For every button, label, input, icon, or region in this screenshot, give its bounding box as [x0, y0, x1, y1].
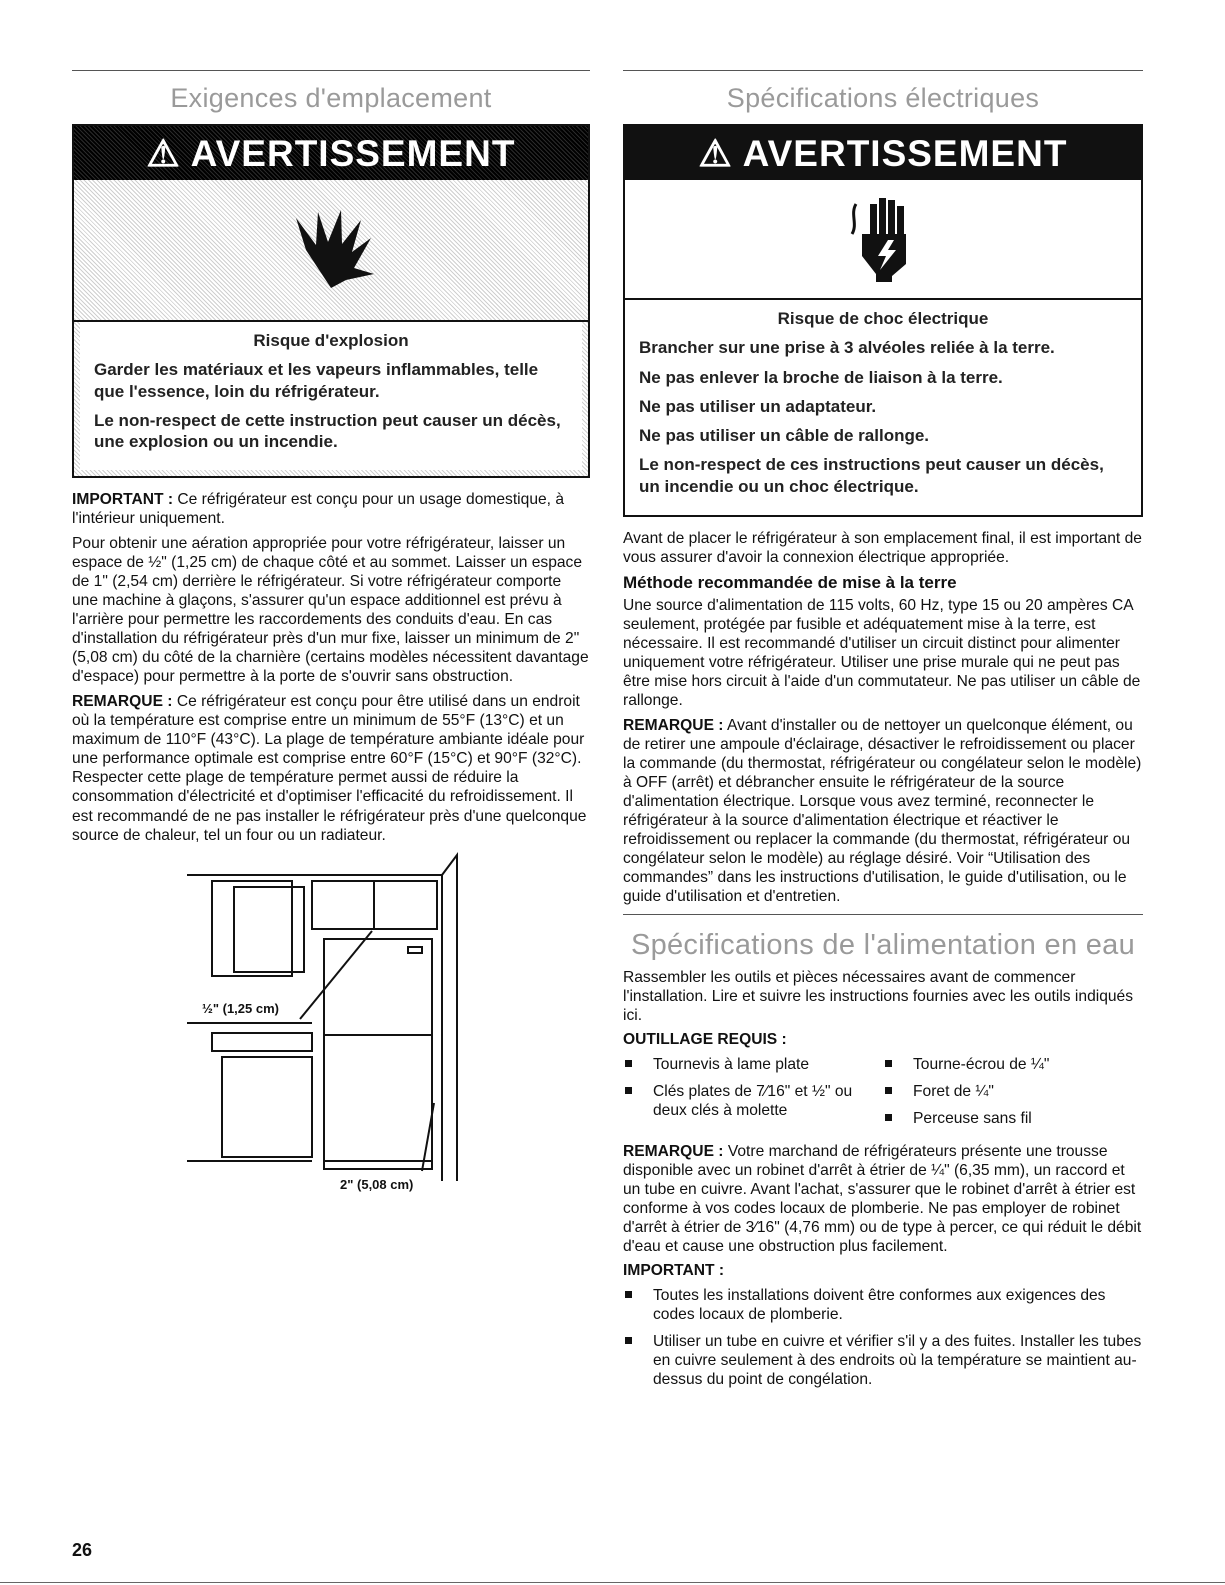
hinge-clearance-label: 2" (5,08 cm): [340, 1176, 414, 1192]
warning-line: Garder les matériaux et les vapeurs inflammables, telle que l'essence, loin du réfrigérateur.: [94, 360, 539, 401]
warning-body: [625, 300, 1141, 515]
warning-line: Le non-respect de cette instruction peut causer un décès, une explosion ou un incendie.: [94, 410, 561, 451]
important-paragraph: IMPORTANT : Ce réfrigérateur est conçu pour un usage domestique, à l'intérieur uniquement.: [72, 491, 565, 528]
warning-box-electric: [623, 124, 1143, 517]
water-intro-paragraph: Rassembler les outils et pièces nécessaires avant de commencer l'installation. Lire et suivre les instructions fournies avec les outils indiqués ici.: [623, 969, 1134, 1025]
list-item: Tourne-écrou de ¼": [883, 1055, 1143, 1074]
list-item: Utiliser un tube en cuivre et vérifier s'il y a des fuites. Installer les tubes en cuivre seulement à des endroits où la température se maintient au-dessus du point de congélation.: [623, 1332, 1143, 1389]
page-bottom-rule: [0, 1582, 1225, 1583]
section-title-water: Spécifications de l'alimentation en eau: [630, 929, 1136, 962]
intro-paragraph: Avant de placer le réfrigérateur à son emplacement final, il est important de vous assurer d'avoir la connexion électrique appropriée.: [623, 529, 1142, 566]
tools-list-right: [883, 1055, 1143, 1136]
remarque-paragraph: REMARQUE : Ce réfrigérateur est conçu pour être utilisé dans un endroit où la température est comprise entre un minimum de 55°F (13°C) et un maximum de 110°F (43°C). La plage de température ambiante idéale pour une performance optimale est comprise entre 60°F (15°C) et 90°F (32°C). Respecter cette plage de température permet aussi de réduire la consommation d'électricité et d'optimiser l'efficacité du refroidissement. Il est recommandé de ne pas installer le réfrigérateur près d'une quelconque source de chaleur, tel un four ou un radiateur.: [72, 693, 587, 844]
section-rule: [623, 914, 1143, 915]
right-column: [623, 70, 1143, 1397]
warning-line: Ne pas utiliser un câble de rallonge.: [639, 426, 930, 445]
warning-triangle-icon: ⚠: [698, 133, 733, 174]
remarque-paragraph: REMARQUE : Avant d'installer ou de nettoyer un quelconque élément, ou de retirer une ampoule d'éclairage, désactiver le refroidissement ou placer la commande (du thermostat, réfrigérateur ou congélateur selon le modèle) à OFF (arrêt) et débrancher ensuite le réfrigérateur de la source d'alimentation électrique. Lorsque vous avez terminé, reconnecter le réfrigérateur à la source d'alimentation électrique et réactiver le refroidissement ou replacer la commande (du thermostat, réfrigérateur ou congélateur selon le modèle) au réglage désiré. Voir “Utilisation des commandes” dans les instructions d'utilisation, le guide d'utilisation, ou le guide d'utilisation et d'entretien.: [623, 716, 1142, 906]
important-list: [623, 1286, 1143, 1389]
grounding-method-title: Méthode recommandée de mise à la terre: [623, 572, 957, 592]
section-rule: [72, 70, 590, 71]
warning-line: Brancher sur une prise à 3 alvéoles reliée à la terre.: [639, 338, 1055, 358]
ventilation-paragraph: Pour obtenir une aération appropriée pour votre réfrigérateur, laisser un espace de ½" (1,25 cm) de chaque côté et au sommet. Laisser un espace de 1" (2,54 cm) derrière le réfrigérateur. Si votre réfrigérateur comporte une machine à glaçons, s'assurer qu'un espace additionnel est prévu à l'arrière pour permettre les raccordements des conduits d'eau. En cas d'installation du réfrigérateur près d'un mur fixe, laisser un minimum de 2" (5,08 cm) du côté de la charnière (certains modèles nécessitent davantage d'espace) pour permettre à la porte de s'ouvrir sans obstruction.: [72, 535, 589, 686]
electric-shock-icon: [848, 194, 918, 284]
list-item: Foret de ¼": [883, 1082, 1143, 1101]
warning-line: Ne pas utiliser un adaptateur.: [639, 396, 877, 416]
list-item: Toutes les installations doivent être conformes aux exigences des codes locaux de plomberie.: [623, 1286, 1143, 1324]
tools-list: [623, 1055, 1143, 1142]
list-item: Tournevis à lame plate: [623, 1055, 883, 1074]
warning-header: [74, 126, 588, 180]
left-column: [72, 70, 590, 1192]
warning-triangle-icon: ⚠: [146, 133, 181, 174]
warning-line: Le non-respect de ces instructions peut causer un décès, un incendie ou un choc électrique.: [639, 455, 1104, 496]
warning-risk-title: Risque d'explosion: [253, 331, 409, 350]
list-item: Clés plates de 7⁄16" et ½" ou deux clés à molette: [623, 1082, 883, 1120]
explosion-icon: [286, 210, 376, 290]
grounding-method-paragraph: Une source d'alimentation de 115 volts, 60 Hz, type 15 ou 20 ampères CA seulement, protégée par fusible et adéquatement mise à la terre, est nécessaire. Il est recommandé d'utiliser un circuit distinct pour alimenter uniquement votre réfrigérateur. Utiliser une prise murale qui ne peut pas être mise hors circuit à l'aide d'un commutateur. Ne pas utiliser un câble de rallonge.: [623, 596, 1141, 709]
warning-icon-area: [74, 180, 588, 322]
important-title: IMPORTANT :: [623, 1262, 725, 1280]
warning-body: [80, 322, 582, 470]
side-clearance-label: ½" (1,25 cm): [202, 1000, 279, 1016]
list-item: Perceuse sans fil: [883, 1109, 1143, 1128]
section-title-location: Exigences d'emplacement: [170, 83, 492, 113]
warning-line: Ne pas enlever la broche de liaison à la terre.: [639, 367, 1003, 387]
section-rule: [623, 70, 1143, 71]
warning-icon-area: [625, 180, 1141, 300]
section-title-electrical: Spécifications électriques: [726, 83, 1040, 113]
remarque-kit-paragraph: REMARQUE : Votre marchand de réfrigérateurs présente une trousse disponible avec un robinet d'arrêt à étrier de ¼" (6,35 mm), un raccord et un tube en cuivre. Avant l'achat, s'assurer que le robinet d'arrêt à étrier est conforme à vos codes locaux de plomberie. Ne pas employer de robinet d'arrêt à étrier de 3⁄16" (4,76 mm) ou de type à percer, ce qui réduit le débit d'eau et cause une obstruction plus facilement.: [623, 1143, 1142, 1256]
warning-box-explosion: [72, 124, 590, 478]
page-number: 26: [72, 1540, 93, 1560]
tools-title: OUTILLAGE REQUIS :: [623, 1031, 787, 1049]
tools-list-left: [623, 1055, 883, 1136]
warning-header-text: AVERTISSEMENT: [742, 133, 1068, 174]
warning-header-text: AVERTISSEMENT: [190, 133, 516, 174]
clearance-figure: [72, 851, 590, 1192]
warning-risk-title: Risque de choc électrique: [777, 309, 989, 328]
refrigerator-clearance-illustration: [72, 851, 590, 1186]
warning-header: [625, 126, 1141, 180]
